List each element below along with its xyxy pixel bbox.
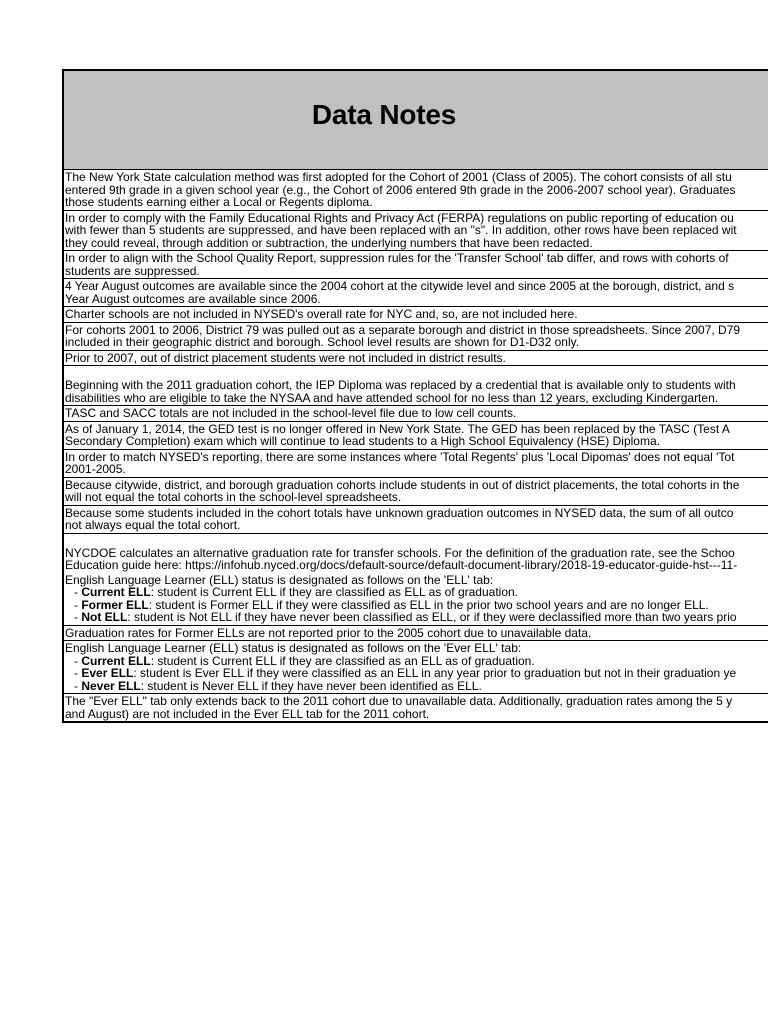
note-row [64, 366, 768, 406]
note-line: 2001-2005. [65, 462, 126, 476]
note-line: students are suppressed. [65, 263, 200, 278]
note-line: The "Ever ELL" tab only extends back to the 2011 cohort due to unavailable data. Additionally, graduation rates among the 5 y [65, 694, 733, 708]
term-desc: : student is Ever ELL if they were classified as an ELL in any year prior to graduation but not in their graduation ye [133, 666, 737, 680]
note-line: Secondary Completion) exam which will continue to lead students to a High School Equivalency (HSE) Diploma. [65, 434, 660, 448]
note-line: Beginning with the 2011 graduation cohort, the IEP Diploma was replaced by a credential that is available only to students with [65, 378, 736, 392]
note-line: 4 Year August outcomes are available since the 2004 cohort at the citywide level and since 2005 at the borough, district, and s [65, 279, 735, 293]
term: Current ELL [81, 585, 151, 599]
note-line: The New York State calculation method was first adopted for the Cohort of 2001 (Class of 2005). The cohort consists of all stu [65, 170, 732, 184]
note-subitem: - Current ELL: student is Current ELL if they are classified as an ELL as of graduation. [74, 653, 535, 668]
note-line: and August) are not included in the Ever ELL tab for the 2011 cohort. [65, 706, 430, 721]
term-desc: : student is Former ELL if they were classified as ELL in the prior two school years and are no longer ELL. [148, 597, 709, 612]
note-row [64, 211, 768, 252]
note-line: In order to align with the School Quality Report, suppression rules for the 'Transfer School' tab differ, and rows with cohorts of [65, 251, 729, 265]
note-subitem: - Current ELL: student is Current ELL if they are classified as ELL as of graduation. [74, 585, 518, 599]
note-row [64, 351, 768, 367]
note-line: included in their geographic district and borough. School level results are shown for D1-D32 only. [65, 335, 580, 349]
sheet-header [64, 71, 768, 170]
term: Never ELL [81, 678, 141, 693]
note-row-ever-ell [64, 641, 768, 694]
note-line: For cohorts 2001 to 2006, District 79 was pulled out as a separate borough and district in those spreadsheets. Since 2007, D79 [65, 322, 741, 337]
note-subitem: - Ever ELL: student is Ever ELL if they were classified as an ELL in any year prior to graduation but not in their graduation ye [74, 666, 737, 680]
note-row [64, 170, 768, 211]
note-line: Charter schools are not included in NYSED's overall rate for NYC and, so, are not included here. [65, 307, 578, 321]
note-line: NYCDOE calculates an alternative graduation rate for transfer schools. For the definition of the graduation rate, see the Schoo [65, 545, 735, 560]
note-line: Prior to 2007, out of district placement students were not included in district results. [65, 350, 506, 365]
term: Current ELL [81, 653, 151, 668]
page-title: Data Notes [311, 99, 457, 130]
note-line: they could reveal, through addition or subtraction, the underlying numbers that have been redacted. [65, 235, 593, 250]
term-desc: : student is Current ELL if they are classified as ELL as of graduation. [150, 585, 518, 599]
term-desc: : student is Never ELL if they have never been identified as ELL. [140, 678, 482, 693]
note-row [64, 323, 768, 351]
note-line: Because some students included in the cohort totals have unknown graduation outcomes in NYSED data, the sum of all outco [65, 505, 734, 520]
note-line: Graduation rates for Former ELLs are not reported prior to the 2005 cohort due to unavailable data. [65, 625, 592, 640]
note-row [64, 450, 768, 478]
term-desc: : student is Not ELL if they have never been classified as ELL, or if they were declassified more than two years prio [127, 610, 737, 624]
note-line: In order to match NYSED's reporting, there are some instances where 'Total Regents' plus 'Local Dipomas' does not equal 'Tot [65, 449, 735, 464]
note-line: Because citywide, district, and borough graduation cohorts include students in out of district placements, the total cohorts in the [65, 477, 740, 492]
note-line: will not equal the total cohorts in the school-level spreadsheets. [65, 490, 402, 504]
note-line: Education guide here: https://infohub.nyced.org/docs/default-source/default-document-library/2018-19-educator-guide-hst---11- [65, 558, 738, 572]
note-row [64, 422, 768, 450]
note-subitem: - Former ELL: student is Former ELL if they were classified as ELL in the prior two school years and are no longer ELL. [74, 597, 709, 612]
note-row [64, 251, 768, 279]
notes-list [64, 170, 768, 573]
note-line: As of January 1, 2014, the GED test is no longer offered in New York State. The GED has been replaced by the TASC (Test A [65, 421, 730, 436]
note-subitem: - Never ELL: student is Never ELL if they have never been identified as ELL. [74, 678, 482, 693]
note-line: those students earning either a Local or Regents diploma. [65, 195, 373, 209]
note-line: Year August outcomes are available since 2006. [65, 291, 321, 306]
data-notes-sheet [62, 69, 768, 723]
note-row [64, 406, 768, 422]
note-row [64, 506, 768, 534]
note-subitem: - Not ELL: student is Not ELL if they have never been classified as ELL, or if they were declassified more than two years prio [74, 610, 737, 624]
note-line: not always equal the total cohort. [65, 518, 241, 532]
note-line: disabilities who are eligible to take the NYSAA and have attended school for no less than 12 years, excluding Kindergarten. [65, 390, 719, 405]
term: Ever ELL [81, 666, 134, 680]
note-row-ell [64, 573, 768, 626]
note-line: TASC and SACC totals are not included in the school-level file due to low cell counts. [65, 406, 517, 420]
note-line: In order to comply with the Family Educational Rights and Privacy Act (FERPA) regulations on public reporting of education ou [65, 210, 734, 225]
note-row [64, 307, 768, 323]
note-line: with fewer than 5 students are suppressed, and have been replaced with an "s". In addition, other rows have been replaced wit [65, 223, 737, 237]
note-row [64, 534, 768, 573]
note-line: English Language Learner (ELL) status is designated as follows on the 'ELL' tab: [65, 572, 494, 587]
note-line: English Language Learner (ELL) status is designated as follows on the 'Ever ELL' tab: [65, 641, 522, 655]
note-row-former-ell [64, 626, 768, 642]
note-row [64, 478, 768, 506]
term: Former ELL [81, 597, 149, 612]
note-line: entered 9th grade in a given school year (e.g., the Cohort of 2006 entered 9th grade in the 2006-2007 school year). Graduates [65, 182, 736, 197]
term-desc: : student is Current ELL if they are classified as an ELL as of graduation. [150, 653, 535, 668]
note-row-last [64, 694, 768, 721]
note-row [64, 279, 768, 307]
term: Not ELL [81, 610, 128, 624]
